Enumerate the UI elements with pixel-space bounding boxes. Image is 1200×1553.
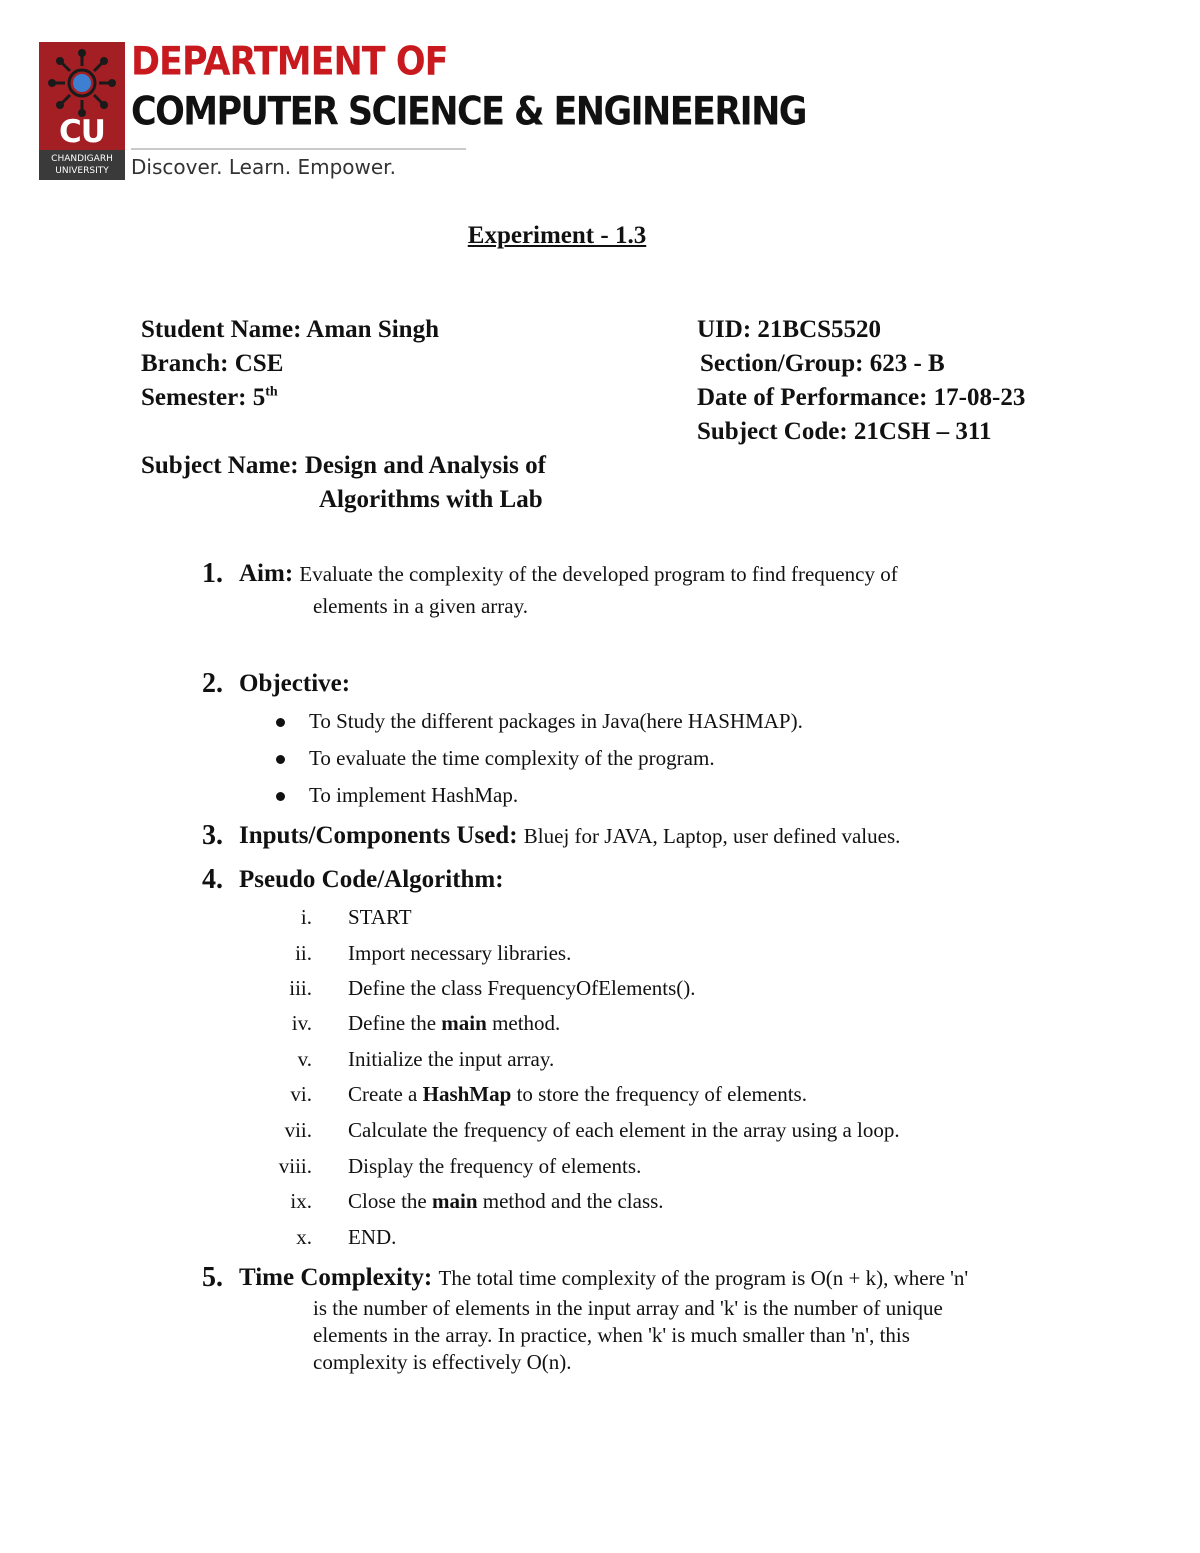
date-of-performance: Date of Performance: 17-08-23 xyxy=(697,384,1026,411)
objective-number: 2. xyxy=(202,668,223,699)
bullet-icon xyxy=(276,755,285,764)
aim-heading: Aim: xyxy=(239,560,294,587)
student-name: Student Name: Aman Singh xyxy=(141,316,439,343)
complexity-text-line4: complexity is effectively O(n). xyxy=(313,1350,572,1374)
complexity-text: The total time complexity of the program is O(n + k), where 'n' xyxy=(438,1266,969,1290)
aim-text: Evaluate the complexity of the developed program to find frequency of xyxy=(299,562,898,586)
student-uid: UID: 21BCS5520 xyxy=(697,316,882,343)
student-section: Section/Group: 623 - B xyxy=(700,350,945,377)
step-numeral: ii. xyxy=(295,941,312,965)
complexity-heading: Time Complexity: xyxy=(239,1264,433,1291)
algorithm-step: Close the main method and the class. xyxy=(348,1189,664,1213)
subject-name: Subject Name: Design and Analysis of xyxy=(141,452,546,479)
algorithm-step: Initialize the input array. xyxy=(348,1047,555,1071)
inputs-number: 3. xyxy=(202,820,223,851)
university-logo xyxy=(39,42,125,180)
step-numeral: iii. xyxy=(289,976,312,1000)
subject-name-continued: Algorithms with Lab xyxy=(319,486,543,513)
bullet-icon xyxy=(276,718,285,727)
algorithm-step: END. xyxy=(348,1225,397,1249)
step-numeral: v. xyxy=(297,1047,312,1071)
objective-item: To evaluate the time complexity of the program. xyxy=(309,746,715,770)
tagline: Discover. Learn. Empower. xyxy=(131,155,396,179)
emblem-icon xyxy=(47,48,117,118)
logo-university-name: CHANDIGARH UNIVERSITY xyxy=(39,150,125,180)
step-numeral: x. xyxy=(296,1225,312,1249)
complexity-text-line3: elements in the array. In practice, when 'k' is much smaller than 'n', this xyxy=(313,1323,910,1347)
algorithm-step: START xyxy=(348,905,412,929)
complexity-text-line2: is the number of elements in the input array and 'k' is the number of unique xyxy=(313,1296,943,1320)
bullet-icon xyxy=(276,792,285,801)
student-semester: Semester: 5th xyxy=(141,384,278,411)
aim-text-continued: elements in a given array. xyxy=(313,594,528,618)
objective-heading: Objective: xyxy=(239,670,351,697)
step-numeral: vi. xyxy=(290,1082,312,1106)
objective-item: To implement HashMap. xyxy=(309,783,519,807)
aim-number: 1. xyxy=(202,558,223,589)
objective-item: To Study the different packages in Java(here HASHMAP). xyxy=(309,709,803,733)
aim-section xyxy=(239,560,898,588)
student-branch: Branch: CSE xyxy=(141,350,284,377)
step-numeral: vii. xyxy=(284,1118,312,1142)
algorithm-step: Import necessary libraries. xyxy=(348,941,572,965)
algorithm-step: Define the main method. xyxy=(348,1011,561,1035)
subject-code: Subject Code: 21CSH – 311 xyxy=(697,418,992,445)
inputs-text: Bluej for JAVA, Laptop, user defined values. xyxy=(523,824,901,848)
inputs-heading: Inputs/Components Used: xyxy=(239,822,518,849)
experiment-title: Experiment - 1.3 xyxy=(467,222,647,249)
step-numeral: i. xyxy=(300,905,312,929)
step-numeral: iv. xyxy=(291,1011,312,1035)
algorithm-step: Display the frequency of elements. xyxy=(348,1154,642,1178)
pseudo-number: 4. xyxy=(202,864,223,895)
inputs-section xyxy=(239,822,900,850)
complexity-section xyxy=(239,1264,968,1292)
algorithm-step: Calculate the frequency of each element in the array using a loop. xyxy=(348,1118,900,1142)
complexity-number: 5. xyxy=(202,1262,223,1293)
pseudo-heading: Pseudo Code/Algorithm: xyxy=(239,866,504,893)
algorithm-step: Create a HashMap to store the frequency of elements. xyxy=(348,1082,807,1106)
department-title-line2: COMPUTER SCIENCE & ENGINEERING xyxy=(131,90,806,135)
step-numeral: viii. xyxy=(278,1154,312,1178)
algorithm-step: Define the class FrequencyOfElements(). xyxy=(348,976,696,1000)
logo-letters: CU xyxy=(59,114,105,150)
tagline-divider xyxy=(131,148,466,150)
department-title-line1: DEPARTMENT OF xyxy=(131,40,448,85)
step-numeral: ix. xyxy=(290,1189,312,1213)
